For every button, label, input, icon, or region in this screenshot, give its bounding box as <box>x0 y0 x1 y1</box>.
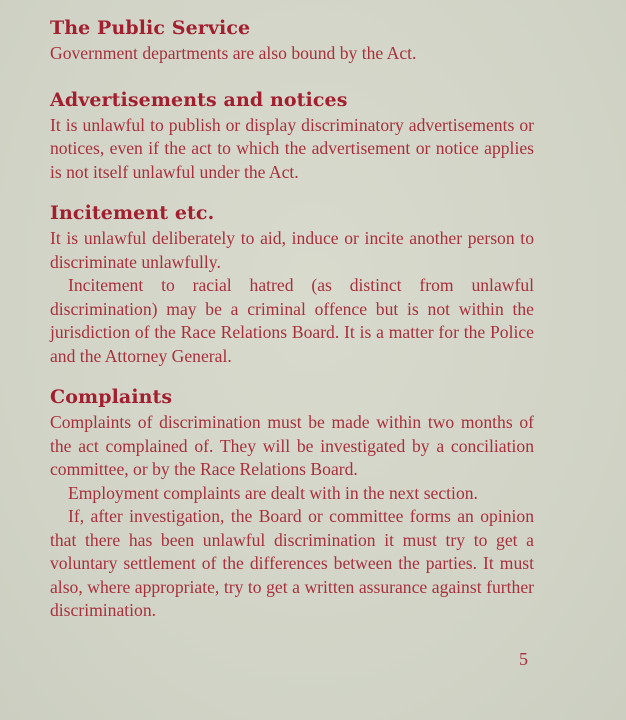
section-heading: Incitement etc. <box>50 202 215 224</box>
section-public-service <box>50 16 534 66</box>
section-paragraph: Incitement to racial hatred (as distinct from unlawful discrimination) may be a criminal offence but is not within the jurisdiction of the Race Relations Board. It is a matter for the Police and the Attorney General. <box>50 275 534 366</box>
section-paragraph: Employment complaints are dealt with in the next section. <box>68 482 478 503</box>
section-heading: Advertisements and notices <box>50 88 348 111</box>
section-paragraph: Complaints of discrimination must be made within two months of the act complained of. They will be investigated by a conciliation committee, or by the Race Relations Board. <box>50 412 534 479</box>
section-paragraph: It is unlawful to publish or display discriminatory advertisements or notices, even if the act to which the advertisement or notice applies is not itself unlawful under the Act. <box>50 114 534 182</box>
section-paragraph: Government departments are also bound by the Act. <box>50 43 417 63</box>
section-incitement <box>50 201 534 368</box>
section-complaints <box>50 385 534 623</box>
page-number: 5 <box>519 649 528 669</box>
section-paragraph: It is unlawful deliberately to aid, induce or incite another person to discriminate unlawfully. <box>50 228 534 272</box>
section-heading: The Public Service <box>50 17 251 39</box>
section-heading: Complaints <box>50 386 173 408</box>
document-page <box>50 16 534 623</box>
section-advertisements <box>50 88 534 185</box>
section-paragraph: If, after investigation, the Board or committee forms an opinion that there has been unlawful discrimination it must try to get a voluntary settlement of the differences between the parties. It must also, where appropriate, try to get a written assurance against further discrimination. <box>50 506 534 620</box>
